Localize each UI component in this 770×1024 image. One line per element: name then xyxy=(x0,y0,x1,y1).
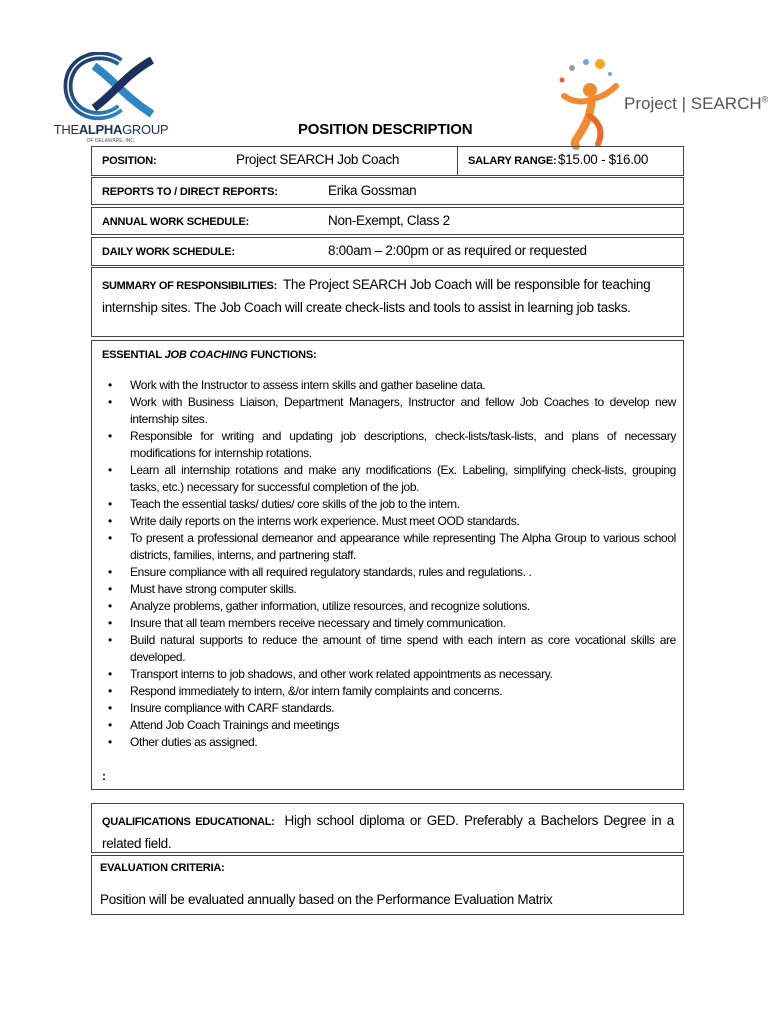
reports-to-value: Erika Gossman xyxy=(328,183,417,198)
project-search-figure-icon xyxy=(552,56,622,151)
position-divider xyxy=(457,147,458,175)
summary-body: The Project SEARCH Job Coach will be responsible for teaching internship sites. The Job Coach will create check-lists and tools to assist in learning job tasks. xyxy=(102,277,651,315)
evaluation-label: EVALUATION CRITERIA: xyxy=(100,862,225,874)
duties-list xyxy=(106,377,676,751)
summary-paragraph xyxy=(102,274,674,318)
daily-schedule-label: DAILY WORK SCHEDULE: xyxy=(102,246,235,258)
position-value: Project SEARCH Job Coach xyxy=(236,152,400,167)
annual-schedule-row xyxy=(91,207,684,235)
duty-item: • Build natural supports to reduce the amount of time spend with each intern as core vocational skills are developed. xyxy=(106,632,676,666)
evaluation-text: Position will be evaluated annually based on the Performance Evaluation Matrix xyxy=(100,892,553,907)
duty-item: • Work with the Instructor to assess intern skills and gather baseline data. xyxy=(106,377,676,394)
duty-item: • Insure compliance with CARF standards. xyxy=(106,700,676,717)
trailing-colon: : xyxy=(102,769,106,783)
daily-schedule-row xyxy=(91,237,684,266)
qualifications-body: High school diploma or GED. Preferably a Bachelors Degree in a related field. xyxy=(102,813,674,851)
duty-item: • Must have strong computer skills. xyxy=(106,581,676,598)
reports-to-row xyxy=(91,177,684,205)
duty-item: • Transport interns to job shadows, and other work related appointments as necessary. xyxy=(106,666,676,683)
duty-item: • Other duties as assigned. xyxy=(106,734,676,751)
duty-item: • Work with Business Liaison, Department Managers, Instructor and fellow Job Coaches to develop new internship sites. xyxy=(106,394,676,428)
duty-item: • Ensure compliance with all required regulatory standards, rules and regulations. . xyxy=(106,564,676,581)
alpha-group-mark-icon xyxy=(60,52,160,122)
summary-label: SUMMARY OF RESPONSIBILITIES: xyxy=(102,280,277,292)
alpha-group-logo xyxy=(46,52,176,152)
evaluation-section xyxy=(91,855,684,915)
alpha-group-subtitle: OF DELAWARE, INC. xyxy=(86,138,136,144)
document-title: POSITION DESCRIPTION xyxy=(298,121,473,138)
project-search-wordmark: Project | SEARCH® xyxy=(624,94,769,113)
essential-functions-section xyxy=(91,340,684,790)
qualifications-label: QUALIFICATIONS EDUCATIONAL: xyxy=(102,816,275,828)
duty-item: • Attend Job Coach Trainings and meetings xyxy=(106,717,676,734)
position-label: POSITION: xyxy=(102,155,157,167)
duty-item: • Insure that all team members receive necessary and timely communication. xyxy=(106,615,676,632)
annual-schedule-value: Non-Exempt, Class 2 xyxy=(328,213,450,228)
duty-item: • Teach the essential tasks/ duties/ core skills of the job to the intern. xyxy=(106,496,676,513)
duty-item: • To present a professional demeanor and appearance while representing The Alpha Group to various school districts, families, interns, and partnering staff. xyxy=(106,530,676,564)
essential-functions-heading: ESSENTIAL JOB COACHING FUNCTIONS: xyxy=(102,349,317,361)
salary-label: SALARY RANGE: xyxy=(468,155,557,167)
duty-item: • Write daily reports on the interns work experience. Must meet OOD standards. xyxy=(106,513,676,530)
summary-section xyxy=(91,267,684,337)
qualifications-section xyxy=(91,803,684,853)
duty-item: • Respond immediately to intern, &/or intern family complaints and concerns. xyxy=(106,683,676,700)
annual-schedule-label: ANNUAL WORK SCHEDULE: xyxy=(102,216,250,228)
qualifications-paragraph xyxy=(102,810,674,854)
daily-schedule-value: 8:00am – 2:00pm or as required or requested xyxy=(328,243,587,258)
alpha-group-wordmark: THEALPHAGROUP xyxy=(53,122,169,137)
duty-item: • Analyze problems, gather information, utilize resources, and recognize solutions. xyxy=(106,598,676,615)
salary-value: $15.00 - $16.00 xyxy=(558,152,649,167)
reports-to-label: REPORTS TO / DIRECT REPORTS: xyxy=(102,186,278,198)
duty-item: • Learn all internship rotations and make any modifications (Ex. Labeling, simplifying check-lists, grouping tasks, etc.) necessary for successful completion of the job. xyxy=(106,462,676,496)
duty-item: • Responsible for writing and updating job descriptions, check-lists/task-lists, and plans of necessary modifications for internship rotations. xyxy=(106,428,676,462)
position-row xyxy=(91,146,684,176)
project-search-logo xyxy=(552,56,767,151)
